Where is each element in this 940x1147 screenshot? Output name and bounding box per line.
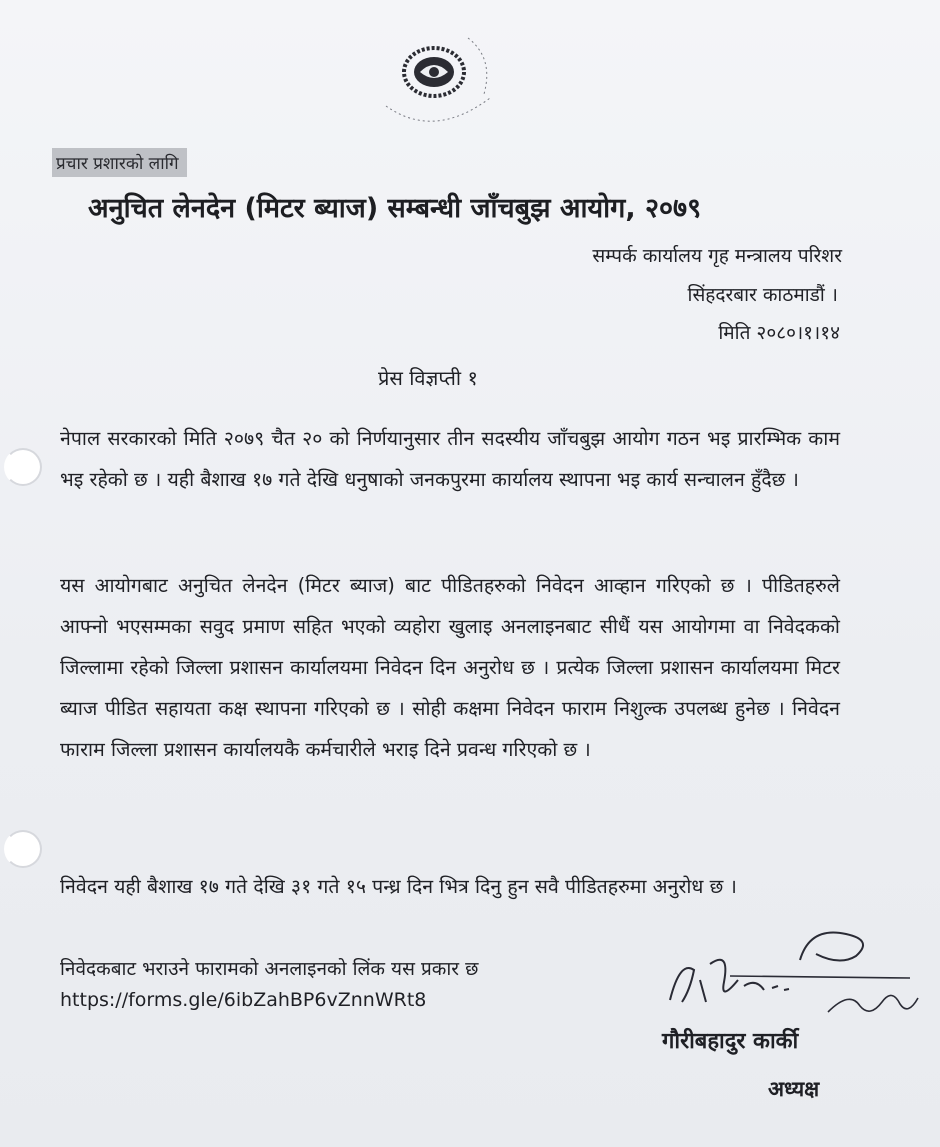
online-form-link[interactable]: https://forms.gle/6ibZahBP6vZnnWRt8 — [60, 989, 427, 1011]
commission-seal-logo — [372, 28, 502, 140]
publicity-tag: प्रचार प्रशारको लागि — [52, 148, 187, 177]
paragraph-commission-formation: नेपाल सरकारको मिति २०७९ चैत २० को निर्णयानुसार तीन सदस्यीय जाँचबुझ आयोग गठन भइ प्रारम्भिक काम भइ रहेको छ । यही बैशाख १७ गते देखि धनुषाको जनकपुरमा कार्यालय स्थापना भइ कार्य सन्चालन हुँदैछ । — [60, 427, 840, 491]
signatory-title: अध्यक्ष — [768, 1077, 820, 1101]
link-intro-text: निवेदकबाट भराउने फारामको अनलाइनको लिंक यस प्रकार छ — [60, 958, 479, 980]
punch-hole — [4, 448, 42, 486]
letter-date: मिति २०८०।१।१४ — [718, 322, 840, 344]
press-release-heading: प्रेस विज्ञप्ती १ — [378, 366, 478, 390]
signatory-name: गौरीबहादुर कार्की — [662, 1029, 799, 1054]
paragraph-application-call: यस आयोगबाट अनुचित लेनदेन (मिटर ब्याज) बाट पीडितहरुको निवेदन आव्हान गरिएको छ । पीडितहरुले आफ्नो भएसम्मका सवुद प्रमाण सहित भएको व्यहोरा खुलाइ अनलाइनबाट सीधैं यस आयोगमा वा निवेदकको जिल्लामा रहेको जिल्ला प्रशासन कार्यालयमा निवेदन दिन अनुरोध छ । प्रत्येक जिल्ला प्रशासन कार्यालयमा मिटर ब्याज पीडित सहायता कक्ष स्थापना गरिएको छ । सोही कक्षमा निवेदन फाराम निशुल्क उपलब्ध हुनेछ । निवेदन फाराम जिल्ला प्रशासन कार्यालयकै कर्मचारीले भराइ दिने प्रवन्ध गरिएको छ । — [60, 574, 840, 761]
contact-office-line: सम्पर्क कार्यालय गृह मन्त्रालय परिशर — [592, 245, 842, 267]
handwritten-signature — [660, 920, 930, 1030]
punch-hole — [4, 830, 42, 868]
paragraph-deadline: निवेदन यही बैशाख १७ गते देखि ३१ गते १५ पन्ध्र दिन भित्र दिनु हुन सवै पीडितहरुमा अनुरोध छ । — [60, 875, 737, 898]
commission-title: अनुचित लेनदेन (मिटर ब्याज) सम्बन्धी जाँचबुझ आयोग, २०७९ — [88, 193, 702, 224]
address-line: सिंहदरबार काठमाडौं । — [687, 284, 838, 306]
